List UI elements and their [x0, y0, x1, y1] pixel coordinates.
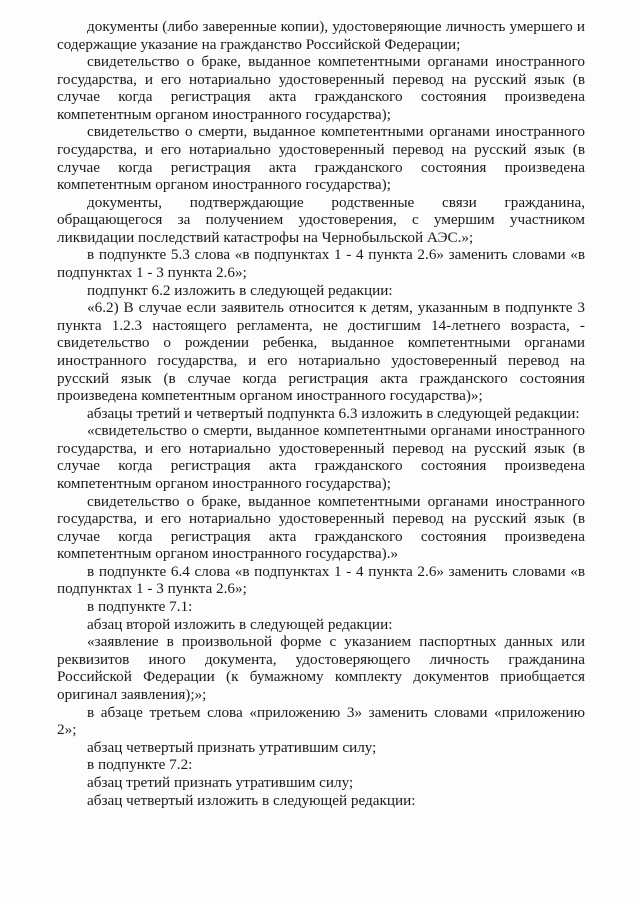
paragraph-8: абзацы третий и четвертый подпункта 6.3 изложить в следующей редакции: [87, 404, 580, 422]
paragraph-14: «заявление в произвольной форме с указанием паспортных данных или реквизитов иного документа, удостоверяющего личность гражданина Российской Федерации (к бумажному комплекту документов приобщается оригинал заявления);»; [57, 633, 585, 703]
paragraph-9: «свидетельство о смерти, выданное компетентными органами иностранного государства, и его нотариально удостоверенный перевод на русский язык (в случае когда регистрация акта гражданского состояния произведена компетентным органом иностранного государства); [57, 422, 585, 492]
paragraph-7: «6.2) В случае если заявитель относится к детям, указанным в подпункте 3 пункта 1.2.3 настоящего регламента, не достигшим 14-летнего возраста, - свидетельство о рождении ребенка, выданное компетентными органами иностранного государства, и его нотариально удостоверенный перевод на русский язык (в случае когда регистрация акта гражданского состояния произведена компетентным органом иностранного государства)»; [57, 299, 585, 405]
paragraph-17: в подпункте 7.2: [87, 756, 193, 774]
paragraph-10: свидетельство о браке, выданное компетентными органами иностранного государства, и его нотариально удостоверенный перевод на русский язык (в случае когда регистрация акта гражданского состояния произведена компетентным органом иностранного государства).» [57, 492, 585, 563]
paragraph-18: абзац третий признать утратившим силу; [87, 774, 354, 792]
paragraph-2: свидетельство о браке, выданное компетентными органами иностранного государства, и его нотариально удостоверенный перевод на русский язык (в случае когда регистрация акта гражданского состояния произведена компетентным органом иностранного государства); [57, 53, 585, 123]
paragraph-16: абзац четвертый признать утратившим силу; [87, 738, 377, 756]
paragraph-12: в подпункте 7.1: [87, 598, 193, 616]
paragraph-15: в абзаце третьем слова «приложению 3» заменить словами «приложению 2»; [57, 703, 585, 739]
paragraph-1: документы (либо заверенные копии), удостоверяющие личность умершего и содержащие указание на гражданство Российской Федерации; [57, 18, 585, 53]
paragraph-11: в подпункте 6.4 слова «в подпунктах 1 - 4 пункта 2.6» заменить словами «в подпунктах 1 - 3 пункта 2.6»; [57, 562, 585, 598]
paragraph-13: абзац второй изложить в следующей редакции: [87, 615, 393, 633]
paragraph-6: подпункт 6.2 изложить в следующей редакции: [87, 281, 393, 299]
paragraph-4: документы, подтверждающие родственные связи гражданина, обращающегося за получением удостоверения, с умершим участником ликвидации последствий катастрофы на Чернобыльской АЭС.»; [57, 193, 585, 246]
paragraph-19: абзац четвертый изложить в следующей редакции: [87, 791, 416, 809]
paragraph-3: свидетельство о смерти, выданное компетентными органами иностранного государства, и его нотариально удостоверенный перевод на русский язык (в случае когда регистрация акта гражданского состояния произведена компетентным органом иностранного государства); [57, 123, 585, 194]
paragraph-5: в подпункте 5.3 слова «в подпунктах 1 - 4 пункта 2.6» заменить словами «в подпунктах 1 - 3 пункта 2.6»; [57, 246, 585, 282]
document-body [57, 18, 585, 809]
